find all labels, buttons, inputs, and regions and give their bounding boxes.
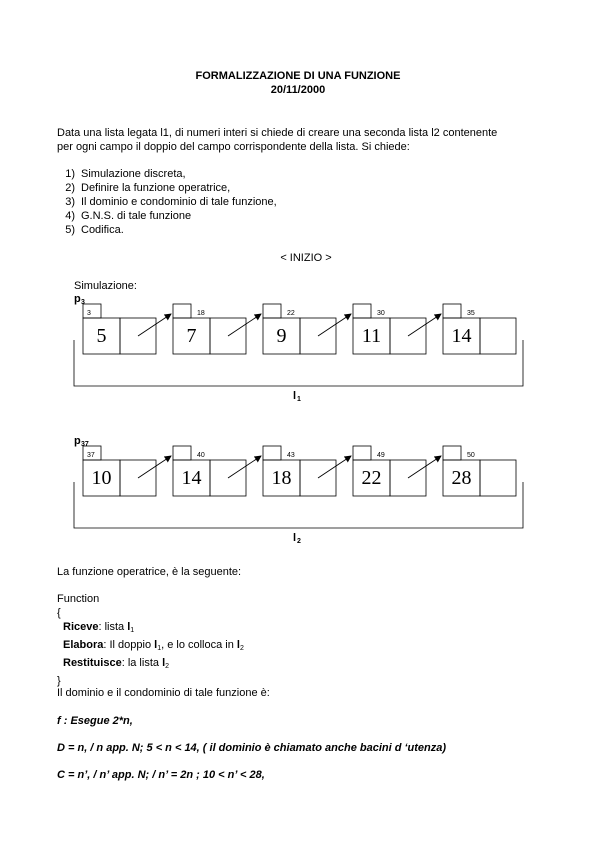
list1-address-box [173,304,191,318]
list1-next-arrow [318,314,351,336]
function-restituisce: Restituisce: la lista $l_2$ [63,657,170,670]
simulation-label: Simulazione: [74,280,137,292]
list1-next-arrow [228,314,261,336]
function-receives: Riceve: lista $l_1$ [63,621,135,634]
task-item: 5) Codifica. [65,224,124,236]
list2-address-label: 49 [377,452,385,459]
list1-pointer-sub: 3 [81,299,85,306]
function-elabora: Elabora: Il doppio $l_1$, e lo colloca in $l_2$ [63,639,244,652]
function-header: Function [57,593,100,605]
intro-line-2: per ogni campo il doppio del campo corrispondente della lista. Si chiede: [57,141,410,153]
list1-node-value: 7 [186,325,197,347]
list2-node-value: 18 [271,467,292,489]
list2-node-value: 22 [361,467,382,489]
list1-brace-sub: 1 [297,396,301,403]
list1-node-value: 5 [96,325,107,347]
list1-brace-label: l [293,390,297,402]
list2-address-label: 50 [467,452,475,459]
list1-next-arrow [408,314,441,336]
list2-address-label: 43 [287,452,295,459]
list2-brace-sub: 2 [297,538,301,545]
list1-address-label: 18 [197,310,205,317]
formula-domain: D = n, / n app. N; 5 < n < 14, ( il dominio è chiamato anche bacini d ‘utenza) [57,742,447,754]
list2-brace-label: l [293,532,297,544]
list1-node-value: 11 [361,325,382,347]
page-date: 20/11/2000 [270,84,326,96]
task-item: 1) Simulazione discreta, [65,168,186,180]
operator-intro: La funzione operatrice, è la seguente: [57,566,242,578]
list1-node-value: 14 [451,325,472,347]
list2-node-value: 28 [451,467,472,489]
function-block [57,592,244,688]
list2-address-box [173,446,191,460]
list2-pointer-label: p [74,435,81,447]
list1-node-next-cell [480,318,516,354]
list2-pointer-sub: 37 [81,441,89,448]
list1-address-box [443,304,461,318]
list1-address-label: 35 [467,310,475,317]
list2-node-value: 14 [181,467,202,489]
list1-address-box [263,304,281,318]
intro-line-1: Data una lista legata l1, di numeri interi si chiede di creare una seconda lista l2 contenente [57,127,498,139]
list2-node-next-cell [480,460,516,496]
task-item: 2) Definire la funzione operatrice, [65,182,231,194]
formula-f: f : Esegue 2*n, [57,715,133,727]
list2-address-box [263,446,281,460]
task-item: 3) Il dominio e condominio di tale funzione, [65,196,277,208]
function-open-brace: { [57,607,61,619]
list1-group [74,293,523,403]
list1-next-arrow [138,314,171,336]
list1-pointer-label: p [74,293,81,305]
list1-address-label: 3 [87,310,91,317]
domain-intro: Il dominio e il condominio di tale funzione è: [57,687,270,699]
list2-address-label: 37 [87,452,95,459]
list1-address-label: 22 [287,310,295,317]
list1-address-box [83,304,101,318]
list2-next-arrow [408,456,441,478]
list2-address-label: 40 [197,452,205,459]
list2-address-box [353,446,371,460]
list1-address-label: 30 [377,310,385,317]
list2-next-arrow [138,456,171,478]
list2-node-value: 10 [91,467,112,489]
page-title: FORMALIZZAZIONE DI UNA FUNZIONE [195,70,401,82]
list2-next-arrow [228,456,261,478]
list2-next-arrow [318,456,351,478]
list2-group [74,435,523,545]
start-marker: < INIZIO > [280,252,332,264]
list2-address-box [443,446,461,460]
task-item: 4) G.N.S. di tale funzione [65,210,192,222]
list1-node-value: 9 [276,325,287,347]
formula-codomain: C = n’, / n’ app. N; / n’ = 2n ; 10 < n’ < 28, [57,769,265,781]
list1-address-box [353,304,371,318]
function-close-brace: } [57,675,61,687]
